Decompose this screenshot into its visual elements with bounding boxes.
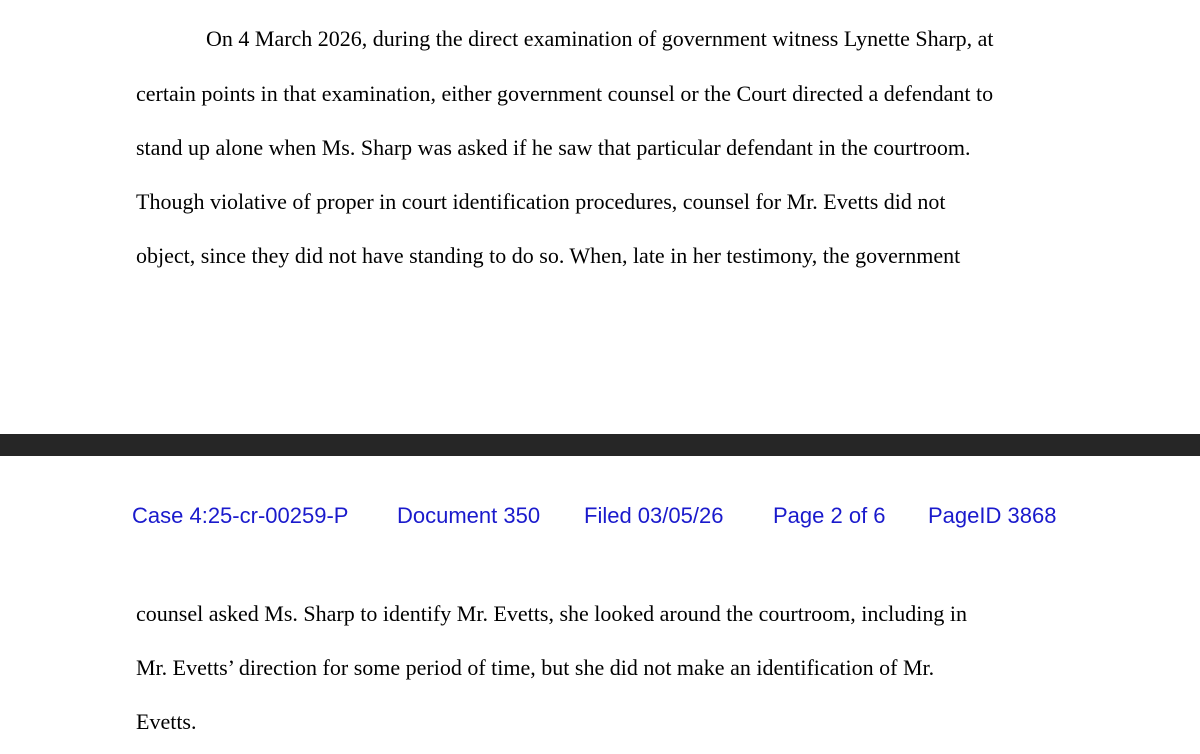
paragraph-line-2: certain points in that examination, either government counsel or the Court directed a defendant to [136,81,994,106]
page-separator [0,434,1200,456]
paragraph-line-1: On 4 March 2026, during the direct examination of government witness Lynette Sharp, at [206,26,994,51]
paragraph-line-3: stand up alone when Ms. Sharp was asked if he saw that particular defendant in the courtroom. [136,135,971,160]
page-2-top [0,456,1200,754]
page-id: PageID 3868 [928,503,1057,528]
paragraph-line-4: Though violative of proper in court identification procedures, counsel for Mr. Evetts did not [136,189,946,214]
paragraph-line-8: Evetts. [136,709,197,734]
filed-date: Filed 03/05/26 [584,503,724,528]
paragraph-line-5: object, since they did not have standing to do so. When, late in her testimony, the government [136,243,961,268]
paragraph-line-7: Mr. Evetts’ direction for some period of time, but she did not make an identification of Mr. [136,655,935,680]
paragraph-line-6: counsel asked Ms. Sharp to identify Mr. Evetts, she looked around the courtroom, including in [136,601,967,626]
document-number: Document 350 [397,503,541,528]
page-number: Page 2 of 6 [773,503,886,528]
case-number: Case 4:25-cr-00259-P [132,503,349,528]
